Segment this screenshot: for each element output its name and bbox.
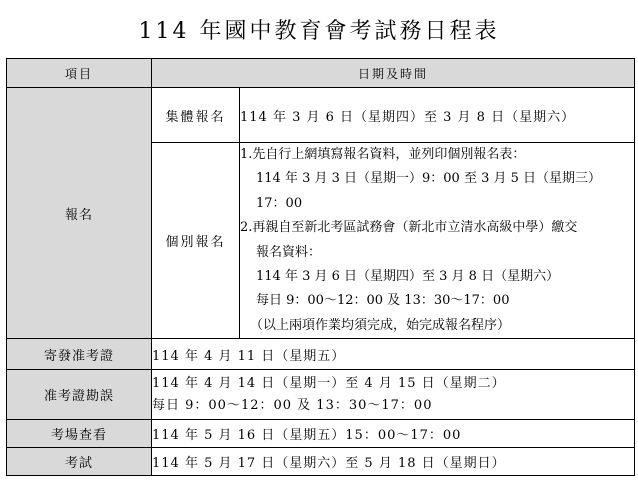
row-label: 考場查看 xyxy=(7,420,152,448)
row-label: 考試 xyxy=(7,448,152,476)
row-line: 每日 9：00～12：00 及 13：30～17：00 xyxy=(152,397,433,413)
detail-line: 1.先自行上網填寫報名資料，並列印個別報名表： xyxy=(240,147,526,162)
row-content: 114 年 5 月 16 日（星期五）15：00～17：00 xyxy=(152,420,635,448)
registration-label: 報名 xyxy=(7,88,152,339)
table-row-group-registration xyxy=(7,88,635,143)
group-registration-date: 114 年 3 月 6 日（星期四）至 3 月 8 日（星期六） xyxy=(240,88,635,143)
table-row xyxy=(7,370,635,420)
header-datetime: 日期及時間 xyxy=(152,59,635,88)
row-content: 114 年 4 月 11 日（星期五） xyxy=(152,339,635,370)
row-content xyxy=(152,370,635,420)
page-title: 114 年國中教育會考試務日程表 xyxy=(138,19,500,44)
group-registration-label: 集體報名 xyxy=(152,88,240,143)
row-content: 114 年 5 月 17 日（星期六）至 5 月 18 日（星期日） xyxy=(152,448,635,476)
detail-line: 17：00 xyxy=(256,195,303,211)
row-label: 准考證勘誤 xyxy=(7,370,152,420)
individual-registration-details xyxy=(240,143,635,339)
table-row xyxy=(7,339,635,370)
detail-line: 114 年 3 月 3 日（星期一）9：00 至 3 月 5 日（星期三） xyxy=(256,171,602,187)
detail-line: 報名資料： xyxy=(256,244,322,260)
individual-registration-label: 個別報名 xyxy=(152,143,240,339)
detail-line: 114 年 3 月 6 日（星期四）至 3 月 8 日（星期六） xyxy=(256,269,560,285)
row-label: 寄發准考證 xyxy=(7,339,152,370)
table-row xyxy=(7,448,635,476)
header-item: 項目 xyxy=(7,59,152,88)
schedule-table xyxy=(6,58,635,476)
detail-line: 2.再親自至新北考區試務會（新北市立清水高級中學）繳交 xyxy=(240,220,578,236)
table-header-row xyxy=(7,59,635,88)
table-row xyxy=(7,420,635,448)
row-line: 114 年 4 月 14 日（星期一）至 4 月 15 日（星期二） xyxy=(152,375,506,391)
detail-line: （以上兩項作業均須完成，始完成報名程序） xyxy=(250,317,511,333)
detail-line: 每日 9：00～12：00 及 13：30～17：00 xyxy=(256,293,510,309)
